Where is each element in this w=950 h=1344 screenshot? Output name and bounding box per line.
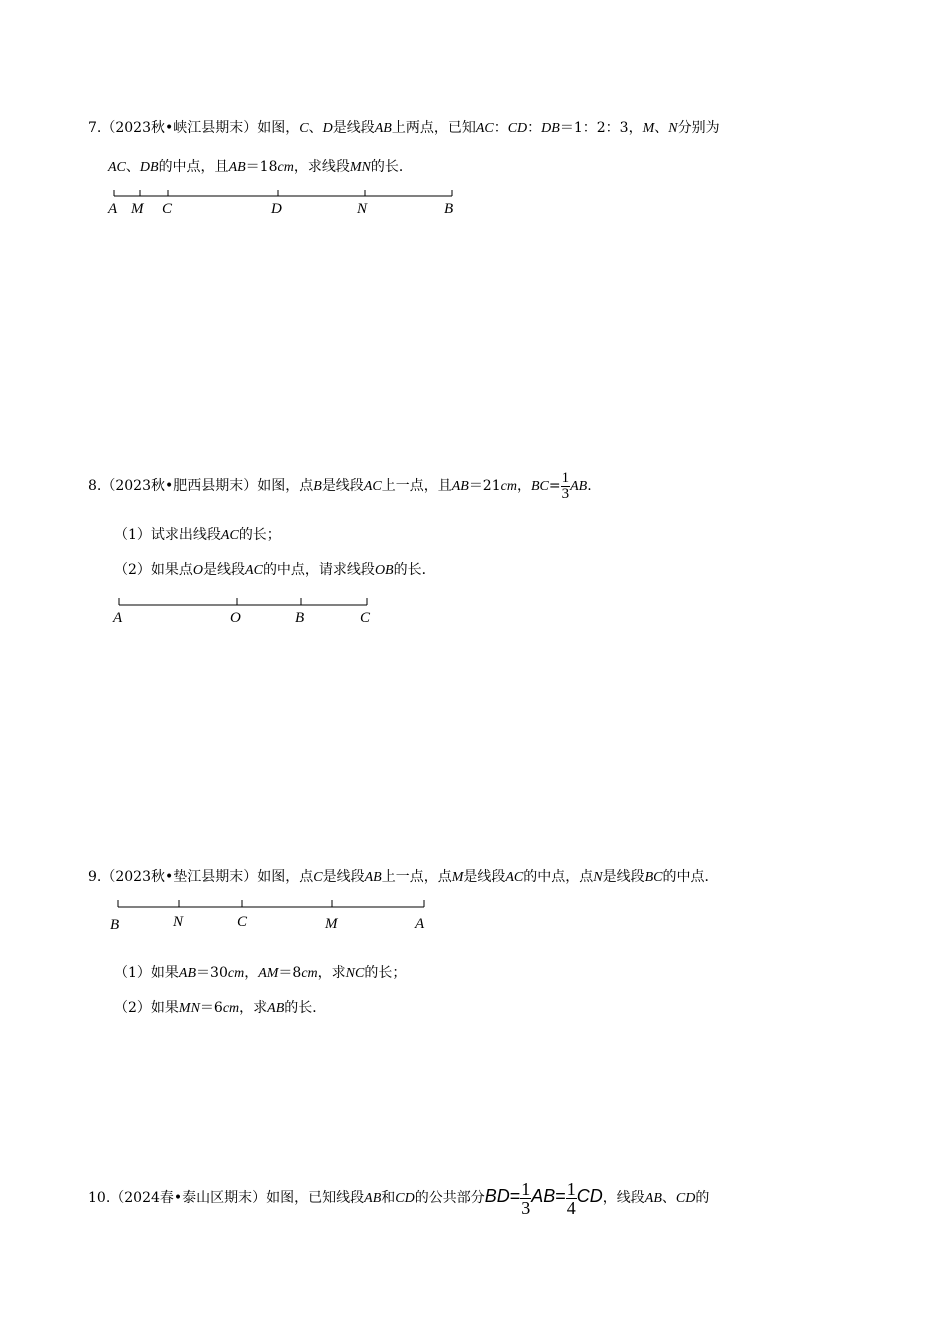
var: BC — [530, 479, 549, 494]
text: 是线段 — [332, 120, 375, 136]
fraction-one-third — [520, 1180, 531, 1217]
text: ： — [527, 120, 542, 136]
var: CD — [395, 1191, 415, 1206]
label-B: B — [110, 917, 120, 933]
label-M: M — [131, 201, 144, 217]
denominator: 3 — [521, 1197, 531, 1218]
var: AB — [364, 1191, 382, 1206]
denominator: 4 — [566, 1197, 576, 1218]
var: CD — [507, 121, 528, 136]
label-C: C — [237, 914, 248, 930]
text: （2）如果点 — [114, 562, 193, 578]
var: MN — [178, 1001, 200, 1016]
label-N: N — [173, 914, 184, 930]
var: AB — [364, 870, 382, 885]
problem-8-line-1 — [88, 468, 592, 505]
problem-10-number: 10. — [88, 1190, 111, 1206]
denominator: 3 — [561, 485, 570, 502]
var: cm — [222, 1001, 240, 1016]
var: AB — [570, 479, 588, 494]
var: AC — [220, 528, 239, 543]
problem-8-figure — [105, 595, 385, 629]
text: 的中点，请求线段 — [262, 562, 375, 578]
text: ，线段 — [602, 1190, 645, 1206]
label-A: A — [415, 916, 425, 932]
label-M: M — [325, 916, 338, 932]
text: ＝30 — [196, 965, 228, 981]
math-var: BD — [484, 1186, 510, 1206]
problem-8-sub-2 — [114, 560, 436, 581]
text: ＝8 — [278, 965, 302, 981]
var: C — [313, 870, 323, 885]
problem-8-sub-1 — [114, 525, 281, 546]
label-B: B — [295, 610, 305, 626]
var: AB — [451, 479, 469, 494]
var: AB — [644, 1191, 662, 1206]
numerator: 1 — [561, 469, 570, 486]
text: （2）如果 — [114, 1000, 179, 1016]
text: ＝18 — [245, 159, 278, 175]
problem-8-number: 8. — [88, 478, 102, 494]
text: 的长． — [370, 159, 413, 175]
text: 是线段 — [463, 869, 506, 885]
text: ＝1：2：3， — [559, 120, 643, 136]
text: 如图，已知线段 — [266, 1190, 365, 1206]
text: 上两点，已知 — [391, 120, 476, 136]
problem-7-figure — [100, 185, 470, 217]
text: 分别为 — [677, 120, 720, 136]
problem-7-line-1 — [88, 118, 720, 139]
problem-8-source: （2023秋•肥西县期末） — [101, 478, 258, 494]
label-A: A — [108, 201, 118, 217]
text: 是线段 — [322, 869, 365, 885]
math-equals: = — [509, 1186, 521, 1206]
problem-10-line-1 — [88, 1176, 709, 1219]
problem-10-source: （2024春•泰山区期末） — [110, 1190, 267, 1206]
text: ，求 — [317, 965, 346, 981]
var: CD — [675, 1191, 696, 1206]
text: ＝6 — [199, 1000, 223, 1016]
var: N — [593, 870, 603, 885]
var: AB — [178, 966, 197, 981]
var: DB — [139, 160, 159, 175]
var: cm — [301, 966, 318, 981]
text: 如图，点 — [257, 869, 314, 885]
text: ： — [493, 120, 508, 136]
problem-9-figure — [104, 897, 439, 935]
label-N: N — [357, 201, 368, 217]
label-C: C — [360, 610, 371, 626]
text: 是线段 — [321, 478, 364, 494]
text: 的公共部分 — [414, 1190, 485, 1206]
text: 是线段 — [602, 869, 645, 885]
fraction-one-third — [561, 471, 571, 502]
var: O — [192, 563, 204, 578]
var: D — [322, 121, 333, 136]
text: 和 — [381, 1190, 396, 1206]
problem-9-line-1 — [88, 867, 719, 888]
text: 的中点． — [662, 869, 719, 885]
text: （1）试求出线段 — [114, 527, 221, 543]
var: AB — [267, 1001, 285, 1016]
problem-7-source: （2023秋•峡江县期末） — [101, 120, 258, 136]
text: 、 — [661, 1190, 676, 1206]
text: （1）如果 — [114, 965, 179, 981]
var: cm — [500, 479, 517, 494]
label-D: D — [271, 201, 282, 217]
text: 的长． — [393, 562, 436, 578]
var: cm — [277, 160, 294, 175]
text: 上一点，点 — [381, 869, 452, 885]
var: AC — [363, 479, 382, 494]
text: . — [587, 478, 592, 494]
numerator: 1 — [521, 1178, 531, 1199]
var: AB — [374, 121, 392, 136]
text: 、 — [125, 159, 140, 175]
var: DB — [541, 121, 560, 136]
var: MN — [349, 160, 371, 175]
problem-9-sub-2 — [114, 998, 326, 1019]
text: 的长． — [284, 1000, 327, 1016]
text: 上一点，且 — [381, 478, 452, 494]
problem-9-source: （2023秋•垫江县期末） — [101, 869, 258, 885]
var: C — [299, 121, 309, 136]
text: 的长； — [364, 965, 407, 981]
var: AM — [258, 966, 279, 981]
label-C: C — [162, 201, 173, 217]
var: cm — [227, 966, 245, 981]
var: NC — [345, 966, 365, 981]
var: BC — [644, 870, 663, 885]
text: 、 — [308, 120, 323, 136]
text: ＝21 — [468, 478, 501, 494]
var: AC — [245, 563, 263, 578]
label-A: A — [113, 610, 123, 626]
var: M — [451, 870, 464, 885]
problem-9-number: 9. — [88, 869, 102, 885]
numerator: 1 — [566, 1178, 576, 1199]
text: ， — [244, 965, 259, 981]
var: OB — [374, 563, 394, 578]
var: AC — [108, 160, 126, 175]
var: N — [668, 121, 678, 136]
label-O: O — [230, 610, 241, 626]
text: 如图， — [257, 120, 300, 136]
problem-7-line-2 — [108, 157, 413, 178]
text: ， — [516, 478, 531, 494]
text: 的中点，且 — [158, 159, 229, 175]
text: 的长； — [238, 527, 281, 543]
math-equals: = — [555, 1186, 566, 1206]
var: AC — [475, 121, 494, 136]
var: AC — [505, 870, 524, 885]
math-var: CD — [576, 1186, 603, 1206]
var: AB — [228, 160, 246, 175]
problem-9-sub-1 — [114, 963, 406, 984]
problem-7-number: 7. — [88, 120, 102, 136]
text: 是线段 — [203, 562, 246, 578]
label-B: B — [444, 201, 454, 217]
text: ，求 — [239, 1000, 268, 1016]
fraction-one-quarter — [566, 1180, 577, 1217]
text: = — [548, 478, 561, 494]
text: 的 — [695, 1190, 710, 1206]
text: ，求线段 — [293, 159, 350, 175]
text: 如图，点 — [257, 478, 314, 494]
var: B — [313, 479, 322, 494]
text: 的中点，点 — [523, 869, 594, 885]
var: M — [642, 121, 655, 136]
math-var: AB — [531, 1186, 556, 1206]
text: 、 — [654, 120, 669, 136]
